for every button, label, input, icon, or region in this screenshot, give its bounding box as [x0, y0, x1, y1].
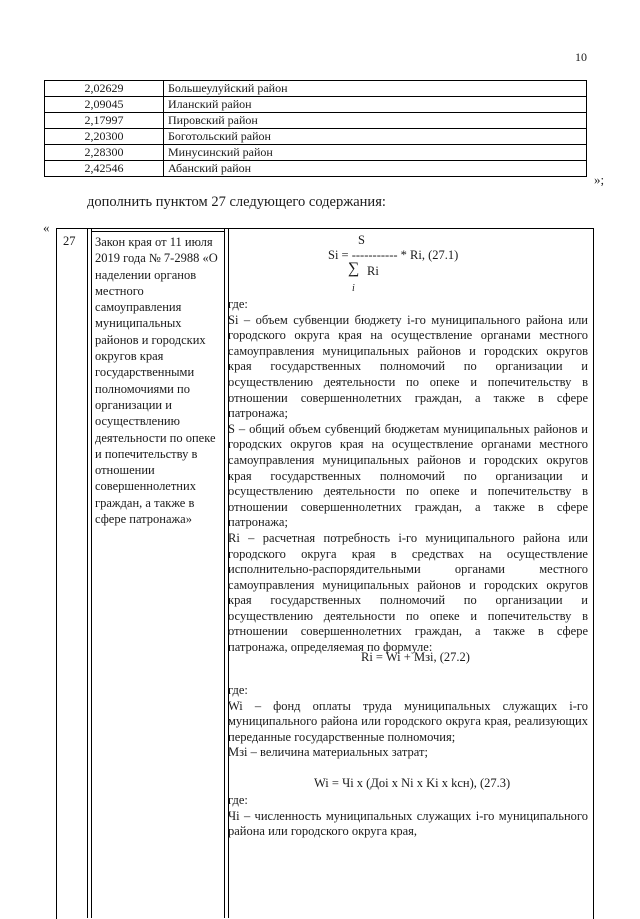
- coefficient-cell: 2,09045: [45, 97, 164, 113]
- closing-quote: »;: [594, 172, 605, 187]
- district-cell: Абанский район: [164, 161, 587, 177]
- definitions-block-2: [228, 683, 588, 761]
- coefficient-cell: 2,28300: [45, 145, 164, 161]
- table-row: [45, 97, 587, 113]
- definition-mzi: Мзi – величина материальных затрат;: [228, 745, 428, 760]
- definition-si: Si – объем субвенции бюджету i-го муниципального района или городского округа края на осуществление органами местного самоуправления муниципальных районов и городских округов края государственных полномочий по организации и осуществлению деятельности по опеке и попечительству в отношении совершеннолетних граждан, а также в сфере патронажа;: [228, 312, 588, 421]
- sum-index: i: [352, 283, 355, 294]
- formula-denominator: Ri: [367, 264, 379, 278]
- definition-ri: Ri – расчетная потребность i-го муниципального района или городского округа края в средствах на осуществление исполнительно-распорядительными органами местного самоуправления муниципальных районов и городских округов края государственных полномочий по организации и осуществлению деятельности по опеке и попечительству в отношении совершеннолетних граждан, а также в сфере патронажа, определяемая по формуле:: [228, 530, 588, 655]
- district-cell: Минусинский район: [164, 145, 587, 161]
- coefficient-cell: 2,02629: [45, 81, 164, 97]
- table-row: [45, 161, 587, 177]
- definition-chi: Чi – численность муниципальных служащих i-го муниципального района или городского округа края,: [228, 808, 588, 839]
- item-number: 27: [63, 234, 76, 248]
- amendment-intro: дополнить пунктом 27 следующего содержания:: [87, 194, 386, 210]
- where-label: где:: [228, 793, 248, 807]
- formula-numerator: S: [358, 233, 365, 247]
- table-row: [45, 113, 587, 129]
- opening-quote: «: [43, 220, 50, 235]
- page-number: 10: [575, 50, 587, 64]
- table-row: [45, 145, 587, 161]
- district-coefficient-table: [44, 80, 587, 177]
- district-cell: Иланский район: [164, 97, 587, 113]
- definition-wi: Wi – фонд оплаты труда муниципальных служащих i-го муниципального района или городского округа края, реализующих переданные государственные полномочия;: [228, 698, 588, 744]
- definitions-block-1: [228, 297, 588, 656]
- coefficient-cell: 2,17997: [45, 113, 164, 129]
- table-row: [45, 81, 587, 97]
- table-row: [45, 129, 587, 145]
- where-label: где:: [228, 683, 248, 697]
- district-cell: Боготольский район: [164, 129, 587, 145]
- coefficient-cell: 2,20300: [45, 129, 164, 145]
- definitions-block-3: [228, 793, 588, 840]
- district-cell: Большеулуйский район: [164, 81, 587, 97]
- formula-27-2: Ri = Wi + Мзi, (27.2): [361, 650, 470, 664]
- formula-27-1: [328, 233, 498, 297]
- sum-symbol: ∑: [348, 260, 360, 277]
- formula-27-3: Wi = Чi x (Доi x Ni x Ki x kсн), (27.3): [314, 776, 511, 790]
- district-cell: Пировский район: [164, 113, 587, 129]
- definition-s: S – общий объем субвенций бюджетам муниципальных районов и городских округов края на осуществление органами местного самоуправления муниципальных районов и городских округов края государственных полномочий по организации и осуществлению деятельности по опеке и попечительству в отношении совершеннолетних граждан, а также в сфере патронажа;: [228, 421, 588, 530]
- coefficient-cell: 2,42546: [45, 161, 164, 177]
- law-reference: Закон края от 11 июля 2019 года № 7-2988 «О наделении органов местного самоуправления муниципальных районов и городских округов края государственными полномочиями по организации и осуществлению деятельности по опеке и попечительству в отношении совершеннолетних граждан, а также в сфере патронажа»: [95, 235, 218, 527]
- where-label: где:: [228, 297, 248, 311]
- formula-main-line: Si = ----------- * Ri, (27.1): [328, 248, 459, 262]
